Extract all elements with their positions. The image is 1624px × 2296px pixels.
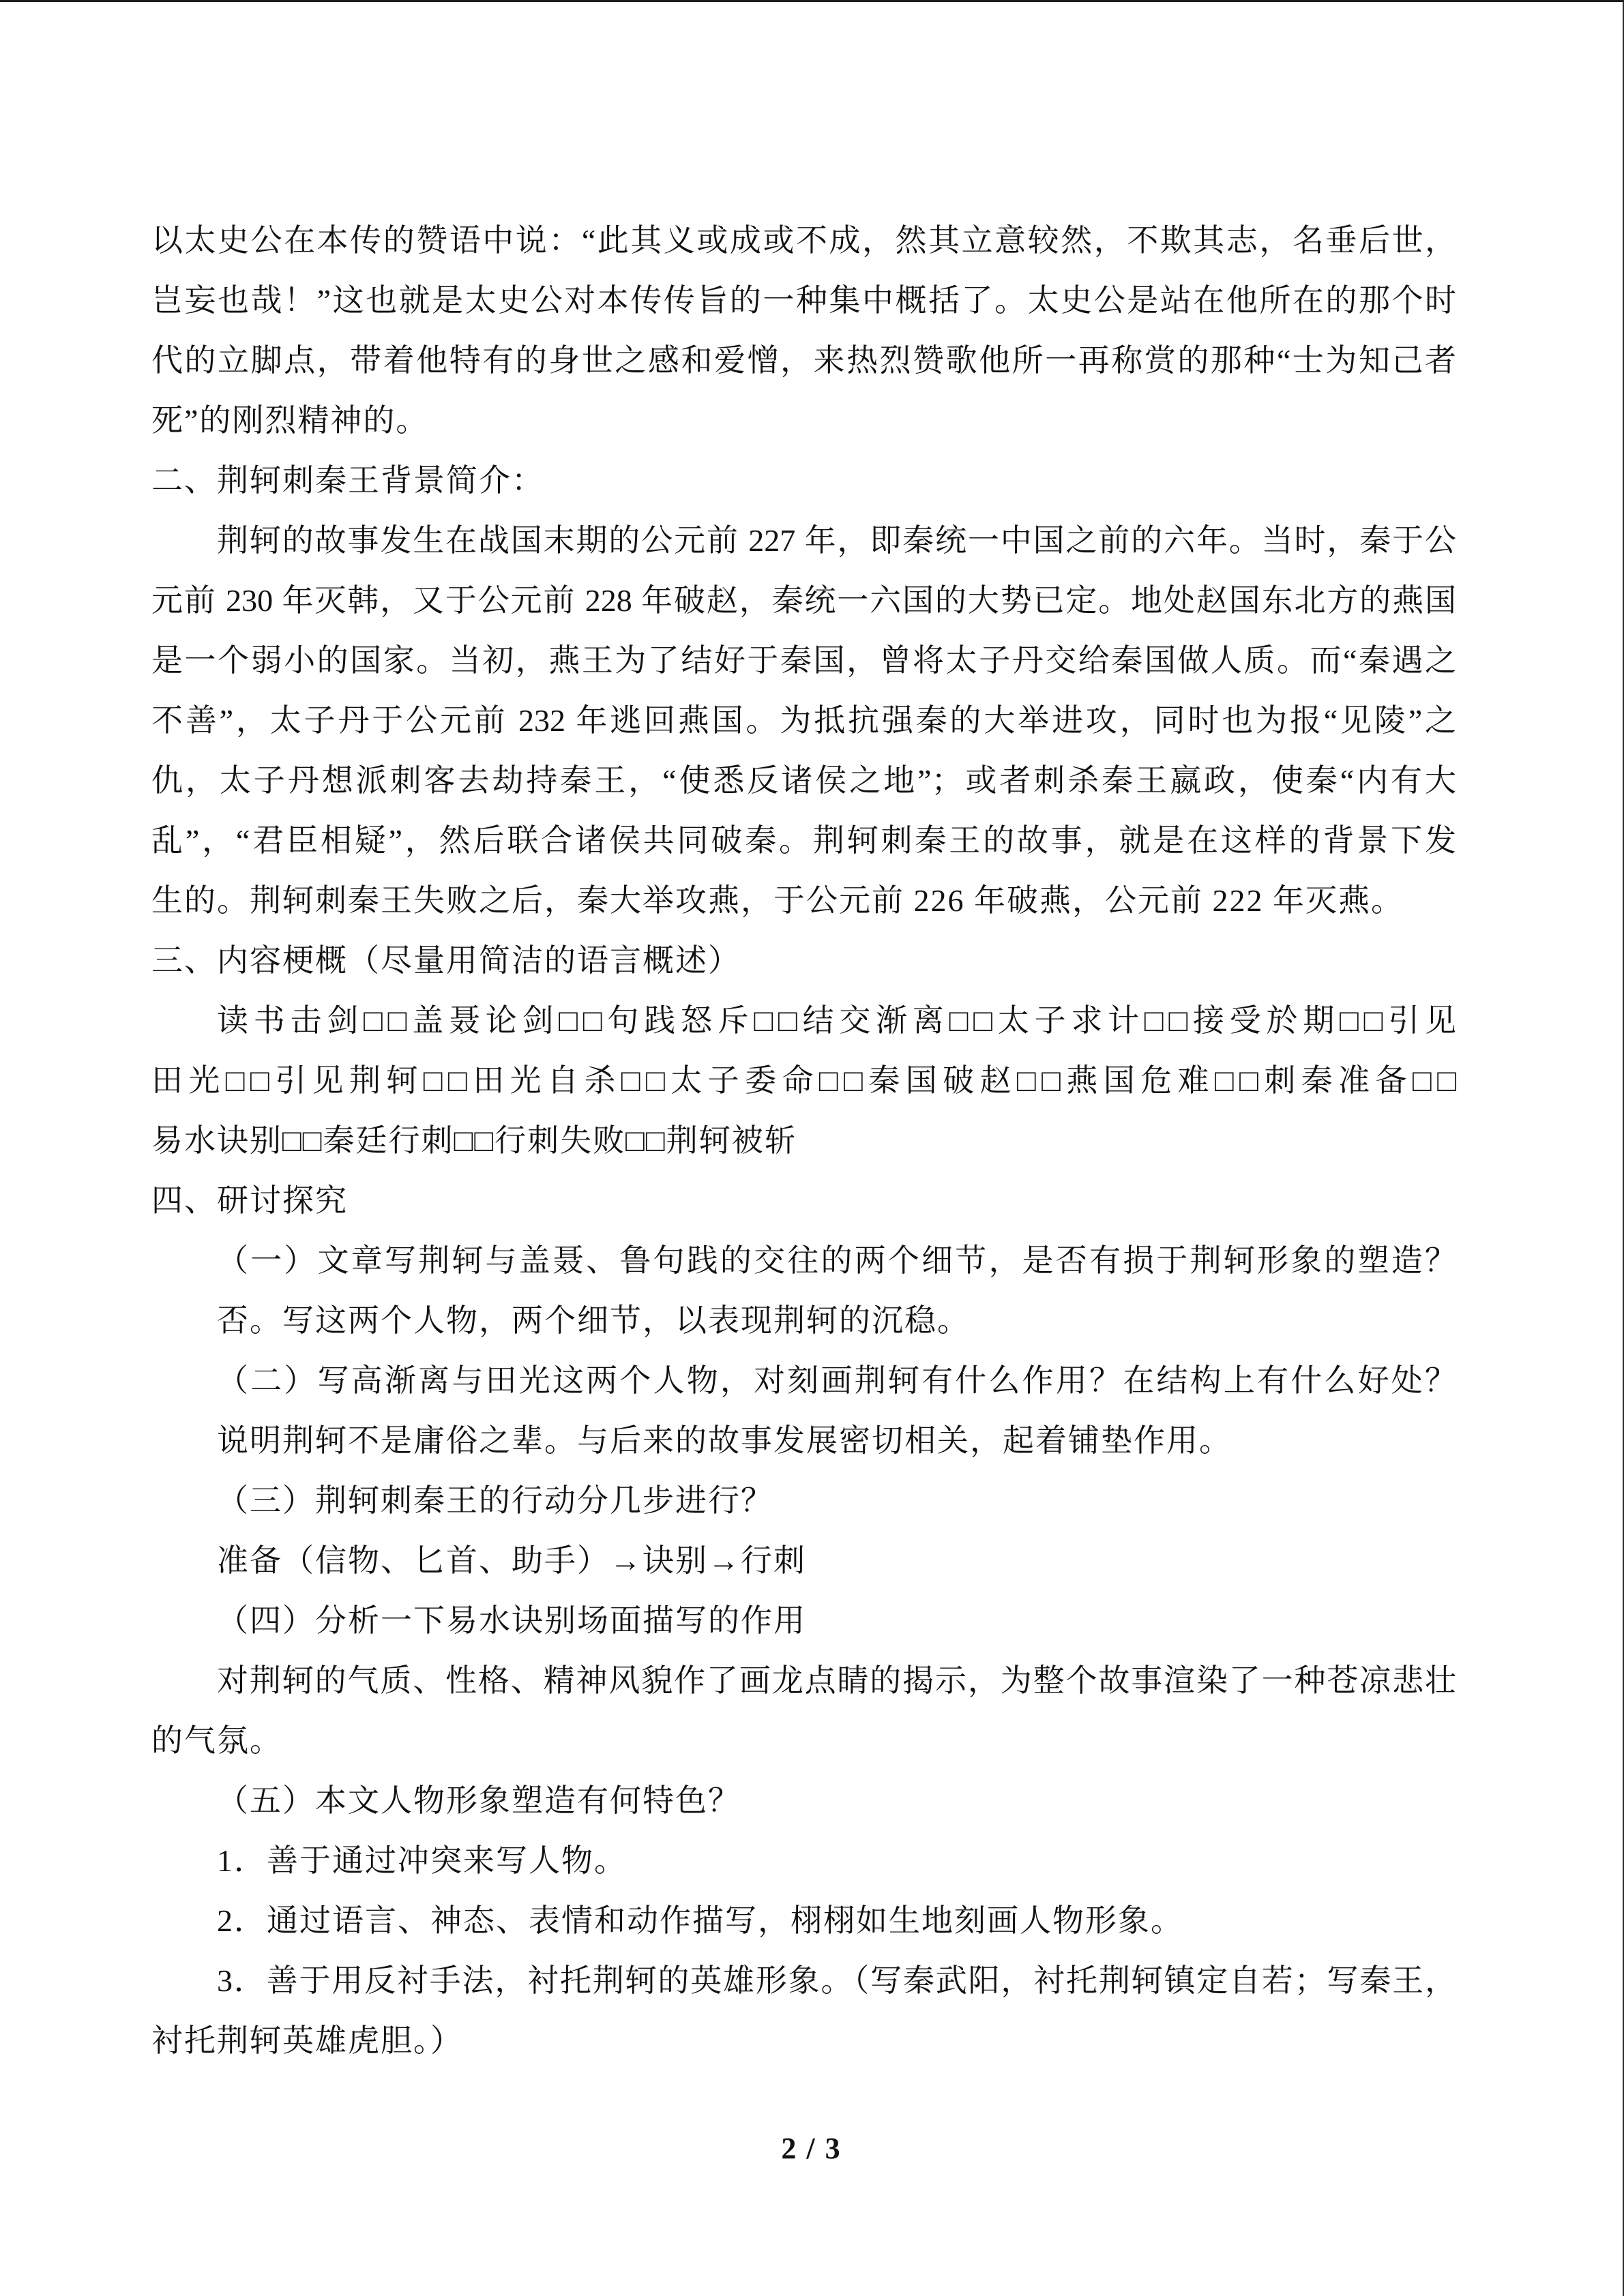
- text-line: 生的。荆轲刺秦王失败之后，秦大举攻燕，于公元前 226 年破燕，公元前 222 年灭燕。: [151, 883, 1404, 918]
- text-line: 易水诀别□□秦廷行刺□□行刺失败□□荆轲被斩: [151, 1123, 797, 1158]
- text-line: 说明荆轲不是庸俗之辈。与后来的故事发展密切相关，起着铺垫作用。: [217, 1423, 1232, 1458]
- section-heading: 四、研讨探究: [151, 1183, 348, 1218]
- text-line: 以太史公在本传的赞语中说：“此其义或成或不成，然其立意较然，不欺其志，名垂后世，: [151, 223, 1456, 258]
- text-line: 乱”，“君臣相疑”，然后联合诸侯共同破秦。荆轲刺秦王的故事，就是在这样的背景下发: [151, 823, 1456, 858]
- text-line: 准备（信物、匕首、助手）→诀别→行刺: [217, 1543, 806, 1578]
- page-number: 2 / 3: [781, 2132, 842, 2165]
- text-line: 代的立脚点，带着他特有的身世之感和爱憎，来热烈赞歌他所一再称赏的那种“士为知己者: [151, 343, 1456, 378]
- text-line: 田光□□引见荆轲□□田光自杀□□太子委命□□秦国破赵□□燕国危难□□刺秦准备□□: [151, 1063, 1456, 1098]
- text-line: 读书击剑□□盖聂论剑□□句践怒斥□□结交渐离□□太子求计□□接受於期□□引见: [217, 1003, 1456, 1038]
- text-line: 的气氛。: [151, 1723, 282, 1758]
- text-line: （一）文章写荆轲与盖聂、鲁句践的交往的两个细节，是否有损于荆轲形象的塑造？: [217, 1243, 1456, 1278]
- text-line: 不善”，太子丹于公元前 232 年逃回燕国。为抵抗强秦的大举进攻，同时也为报“见陵”之: [151, 703, 1456, 738]
- text-line: （四）分析一下易水诀别场面描写的作用: [217, 1603, 806, 1638]
- text-line: （三）荆轲刺秦王的行动分几步进行？: [217, 1483, 773, 1518]
- text-line: 2．通过语言、神态、表情和动作描写，栩栩如生地刻画人物形象。: [217, 1903, 1183, 1938]
- text-line: 仇，太子丹想派刺客去劫持秦王，“使悉反诸侯之地”；或者刺杀秦王嬴政，使秦“内有大: [151, 763, 1456, 798]
- text-line: 对荆轲的气质、性格、精神风貌作了画龙点睛的揭示，为整个故事渲染了一种苍凉悲壮: [217, 1663, 1456, 1698]
- text-line: （二）写高渐离与田光这两个人物，对刻画荆轲有什么作用？在结构上有什么好处？: [217, 1363, 1456, 1398]
- text-line: 岂妄也哉！”这也就是太史公对本传传旨的一种集中概括了。太史公是站在他所在的那个时: [151, 283, 1456, 318]
- text-line: 是一个弱小的国家。当初，燕王为了结好于秦国，曾将太子丹交给秦国做人质。而“秦遇之: [151, 643, 1456, 678]
- text-line: 1．善于通过冲突来写人物。: [217, 1843, 627, 1878]
- text-line: 否。写这两个人物，两个细节，以表现荆轲的沉稳。: [217, 1303, 970, 1338]
- text-line: 元前 230 年灭韩，又于公元前 228 年破赵，秦统一六国的大势已定。地处赵国东北方的燕国: [151, 583, 1456, 618]
- section-heading: 三、内容梗概（尽量用简洁的语言概述）: [151, 943, 741, 978]
- text-line: 死”的刚烈精神的。: [151, 403, 429, 438]
- document-body: [151, 211, 1456, 2071]
- text-line: 3．善于用反衬手法，衬托荆轲的英雄形象。（写秦武阳，衬托荆轲镇定自若；写秦王，: [217, 1963, 1456, 1998]
- text-line: 衬托荆轲英雄虎胆。）: [151, 2023, 463, 2058]
- text-line: 荆轲的故事发生在战国末期的公元前 227 年，即秦统一中国之前的六年。当时，秦于公: [217, 523, 1456, 558]
- section-heading: 二、荆轲刺秦王背景简介：: [151, 463, 544, 498]
- text-line: （五）本文人物形象塑造有何特色？: [217, 1783, 741, 1818]
